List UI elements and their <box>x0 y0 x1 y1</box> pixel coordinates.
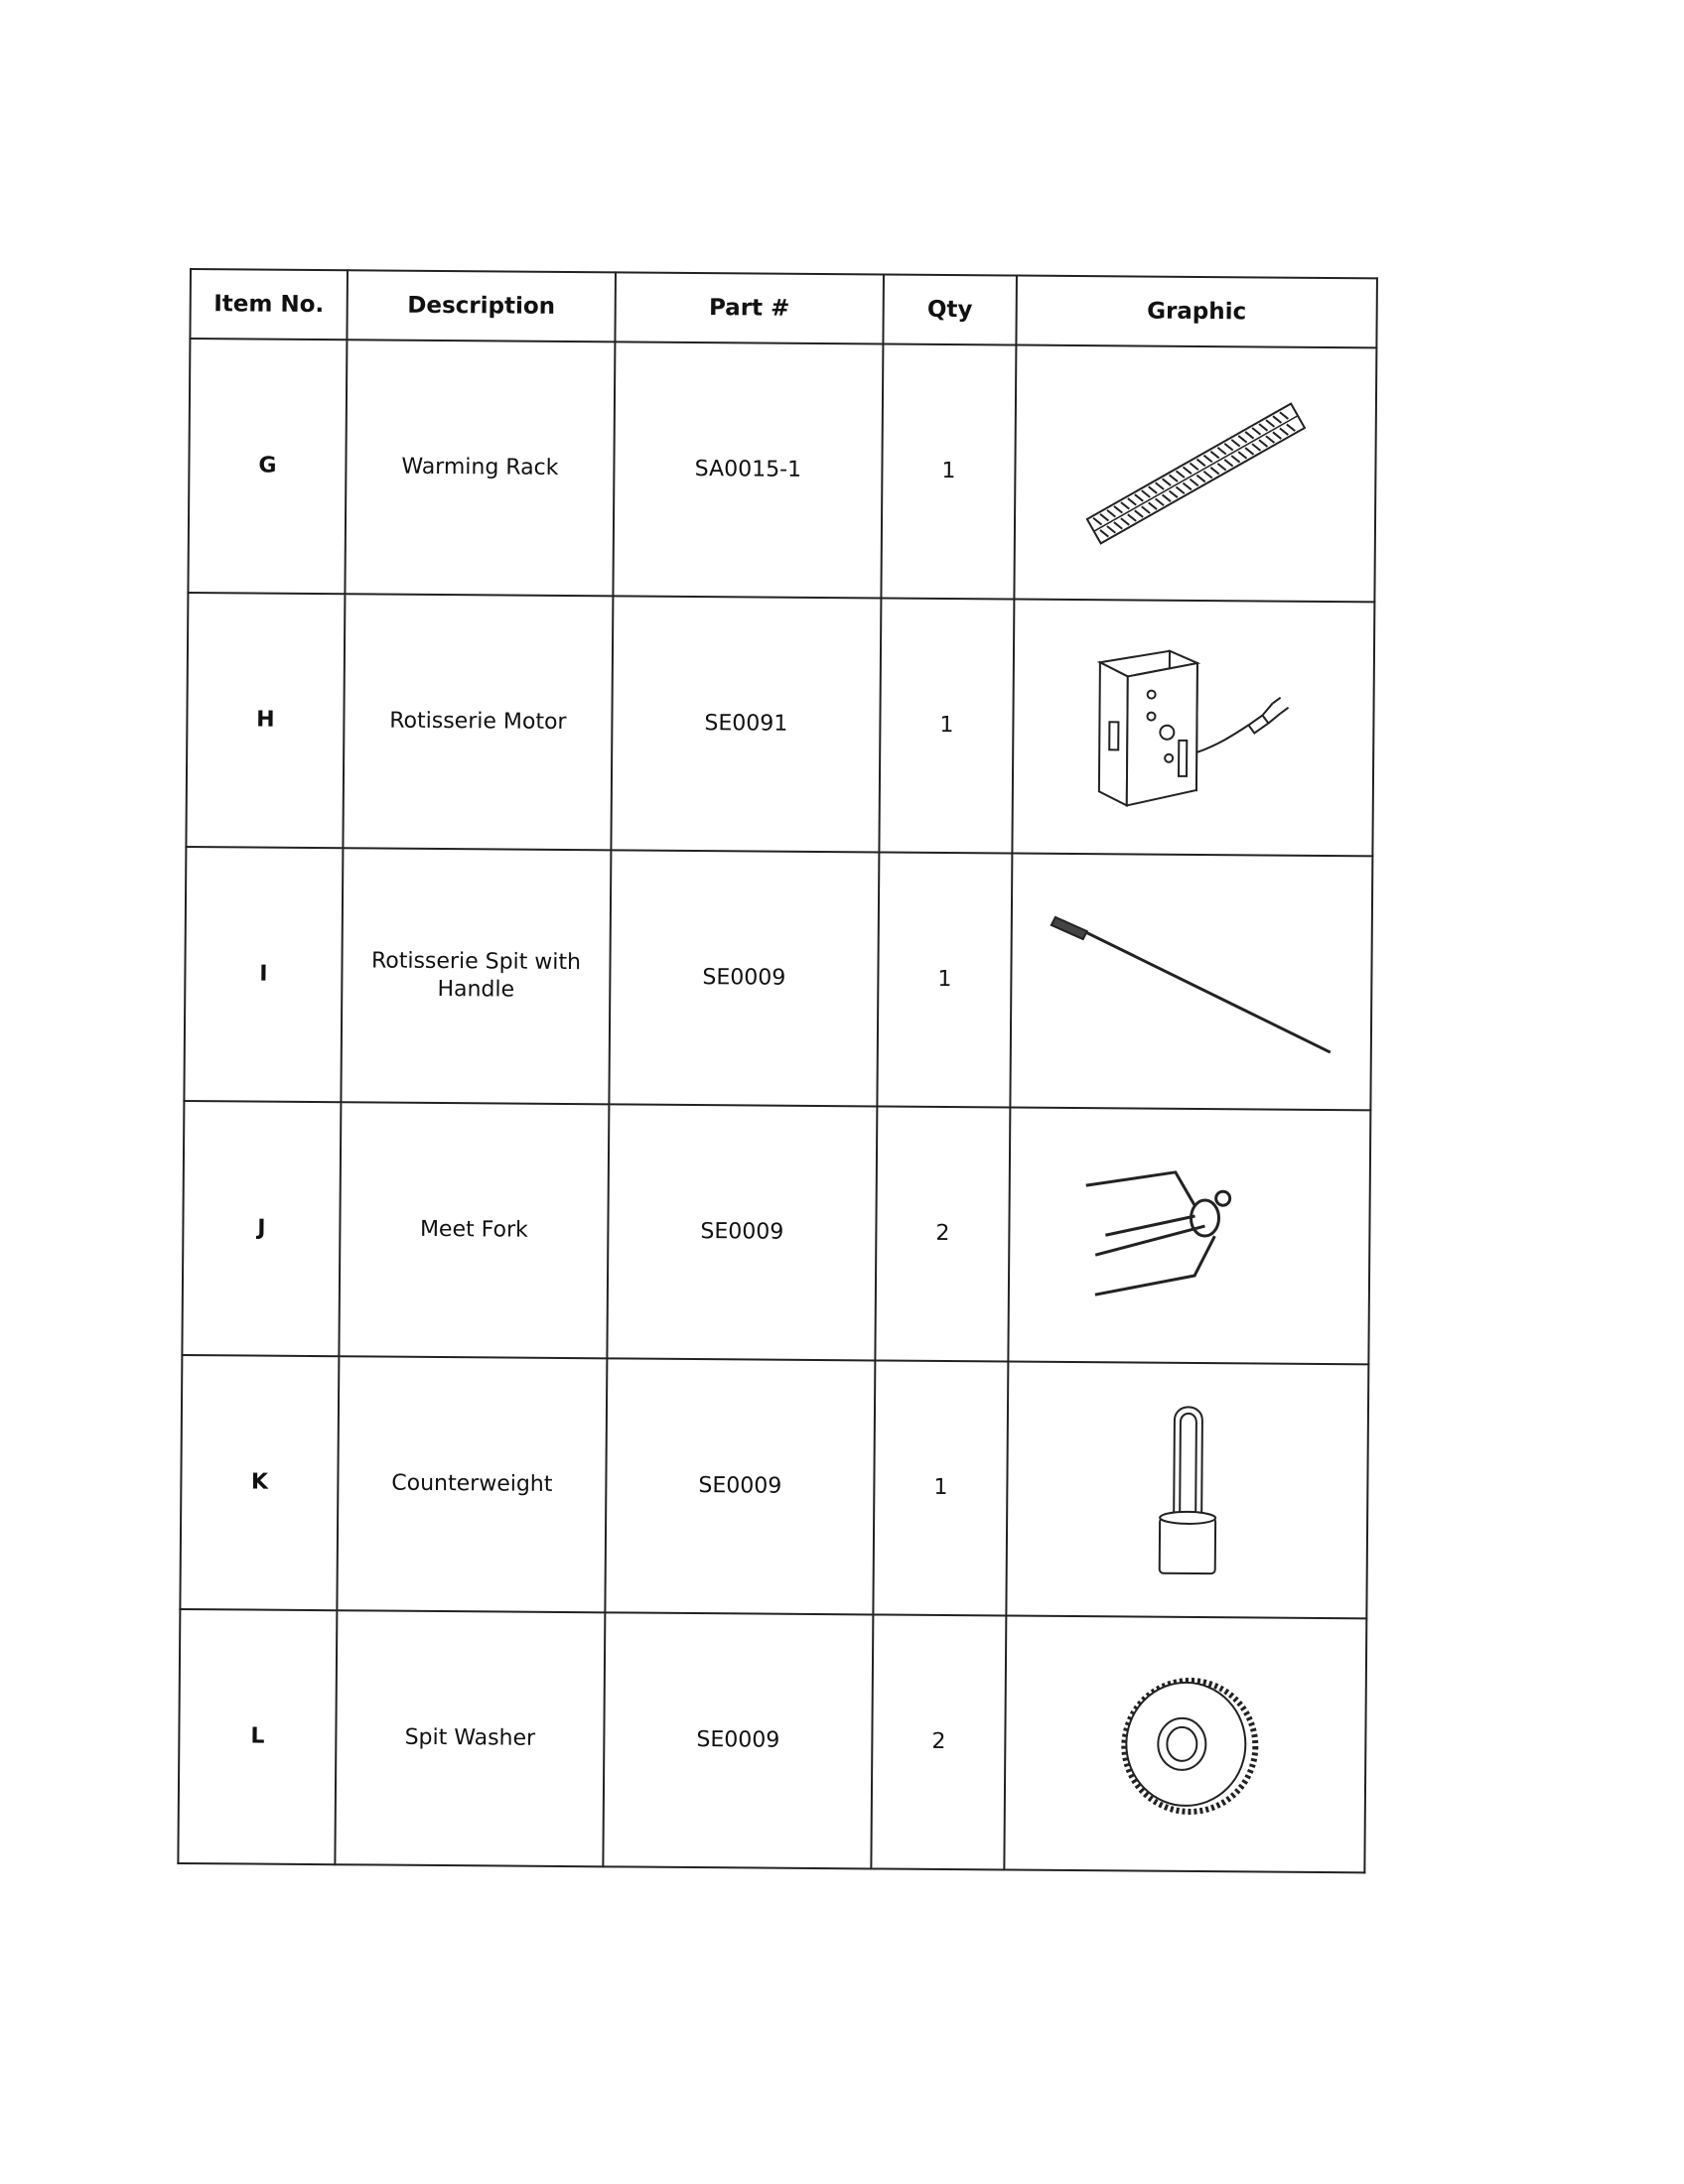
parts-table <box>177 268 1378 1873</box>
table-row <box>186 593 1374 856</box>
rotisserie-spit-icon <box>1042 891 1340 1072</box>
meat-fork-icon <box>1064 1146 1314 1326</box>
item-no-cell: I <box>184 847 343 1102</box>
part-number-cell: SE0009 <box>609 850 879 1106</box>
table-row <box>184 847 1372 1110</box>
description-cell: Rotisserie Motor <box>343 594 613 850</box>
table-row <box>178 1609 1366 1872</box>
part-number-cell: SA0015-1 <box>613 341 883 598</box>
qty-cell: 2 <box>875 1106 1010 1361</box>
description-cell: Spit Washer <box>335 1610 605 1866</box>
rotisserie-motor-icon <box>1068 632 1318 823</box>
graphic-cell <box>1014 345 1376 603</box>
part-number-cell: SE0009 <box>605 1358 875 1614</box>
qty-cell: 2 <box>871 1614 1006 1869</box>
table-header-row <box>190 269 1377 347</box>
graphic-cell <box>1012 600 1374 857</box>
graphic-cell <box>1006 1362 1368 1619</box>
header-description: Description <box>347 270 616 341</box>
description-cell: Counterweight <box>337 1356 607 1612</box>
item-no-cell: G <box>188 339 347 594</box>
counterweight-icon <box>1107 1390 1268 1589</box>
header-qty: Qty <box>883 274 1017 344</box>
graphic-cell <box>1008 1108 1370 1365</box>
item-no-cell: H <box>186 593 345 848</box>
table-row <box>180 1355 1368 1618</box>
header-graphic: Graphic <box>1016 276 1377 348</box>
qty-cell: 1 <box>873 1360 1008 1615</box>
description-cell: Rotisserie Spit with Handle <box>341 848 611 1104</box>
table-row <box>188 339 1376 602</box>
item-no-cell: K <box>180 1355 339 1610</box>
part-number-cell: SE0009 <box>607 1104 877 1360</box>
header-item-no: Item No. <box>190 269 348 340</box>
item-no-cell: L <box>178 1609 337 1864</box>
table-row <box>182 1101 1370 1364</box>
description-cell: Warming Rack <box>345 340 615 596</box>
graphic-cell <box>1010 854 1372 1111</box>
description-cell: Meet Fork <box>339 1102 609 1358</box>
warming-rack-icon <box>1070 388 1320 559</box>
qty-cell: 1 <box>879 598 1014 853</box>
graphic-cell <box>1004 1616 1366 1873</box>
qty-cell: 1 <box>877 852 1012 1107</box>
part-number-cell: SE0091 <box>611 596 881 852</box>
item-no-cell: J <box>182 1101 341 1356</box>
header-part-number: Part # <box>615 272 884 343</box>
spit-washer-icon <box>1085 1664 1285 1825</box>
part-number-cell: SE0009 <box>603 1612 873 1868</box>
qty-cell: 1 <box>881 343 1016 599</box>
